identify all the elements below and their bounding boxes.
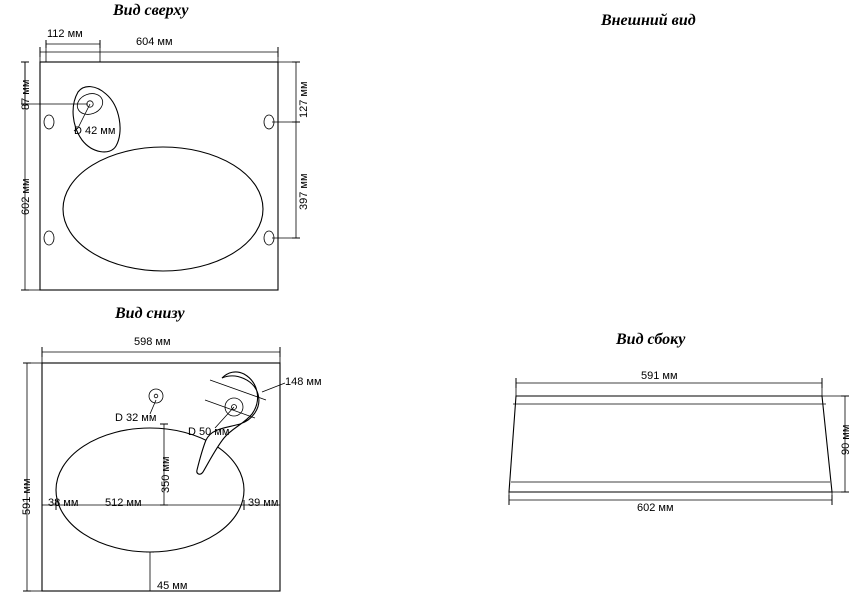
dim-label-148: 148 мм (285, 376, 322, 388)
dim-label-87: 87 мм (20, 79, 32, 110)
bottom-view-title: Вид снизу (115, 305, 185, 322)
dim-label-d42: D 42 мм (74, 125, 116, 137)
dim-label-90: 90 мм (840, 424, 852, 455)
dim-label-127: 127 мм (298, 81, 310, 118)
dim-label-397: 397 мм (298, 173, 310, 210)
dim-label-591-bottom: 591 мм (21, 478, 33, 515)
dim-label-602-side: 602 мм (637, 502, 674, 514)
dim-label-d32: D 32 мм (115, 412, 157, 424)
dim-label-598: 598 мм (134, 336, 171, 348)
dim-label-d50: D 50 мм (188, 426, 230, 438)
dim-label-591-side: 591 мм (641, 370, 678, 382)
dim-label-38: 38 мм (48, 497, 79, 509)
dim-label-350: 350 мм (160, 456, 172, 493)
side-view-title: Вид сбоку (616, 331, 686, 348)
exterior-view-title: Внешний вид (601, 12, 696, 29)
dim-label-39: 39 мм (248, 497, 279, 509)
top-view-basin (63, 147, 263, 271)
dim-label-602: 602 мм (20, 178, 32, 215)
dim-label-604: 604 мм (136, 36, 173, 48)
dim-label-45: 45 мм (157, 580, 188, 592)
dim-label-112: 112 мм (47, 28, 83, 40)
side-view-body (509, 396, 832, 492)
top-view-title: Вид сверху (113, 2, 189, 19)
dim-label-512: 512 мм (105, 497, 142, 509)
